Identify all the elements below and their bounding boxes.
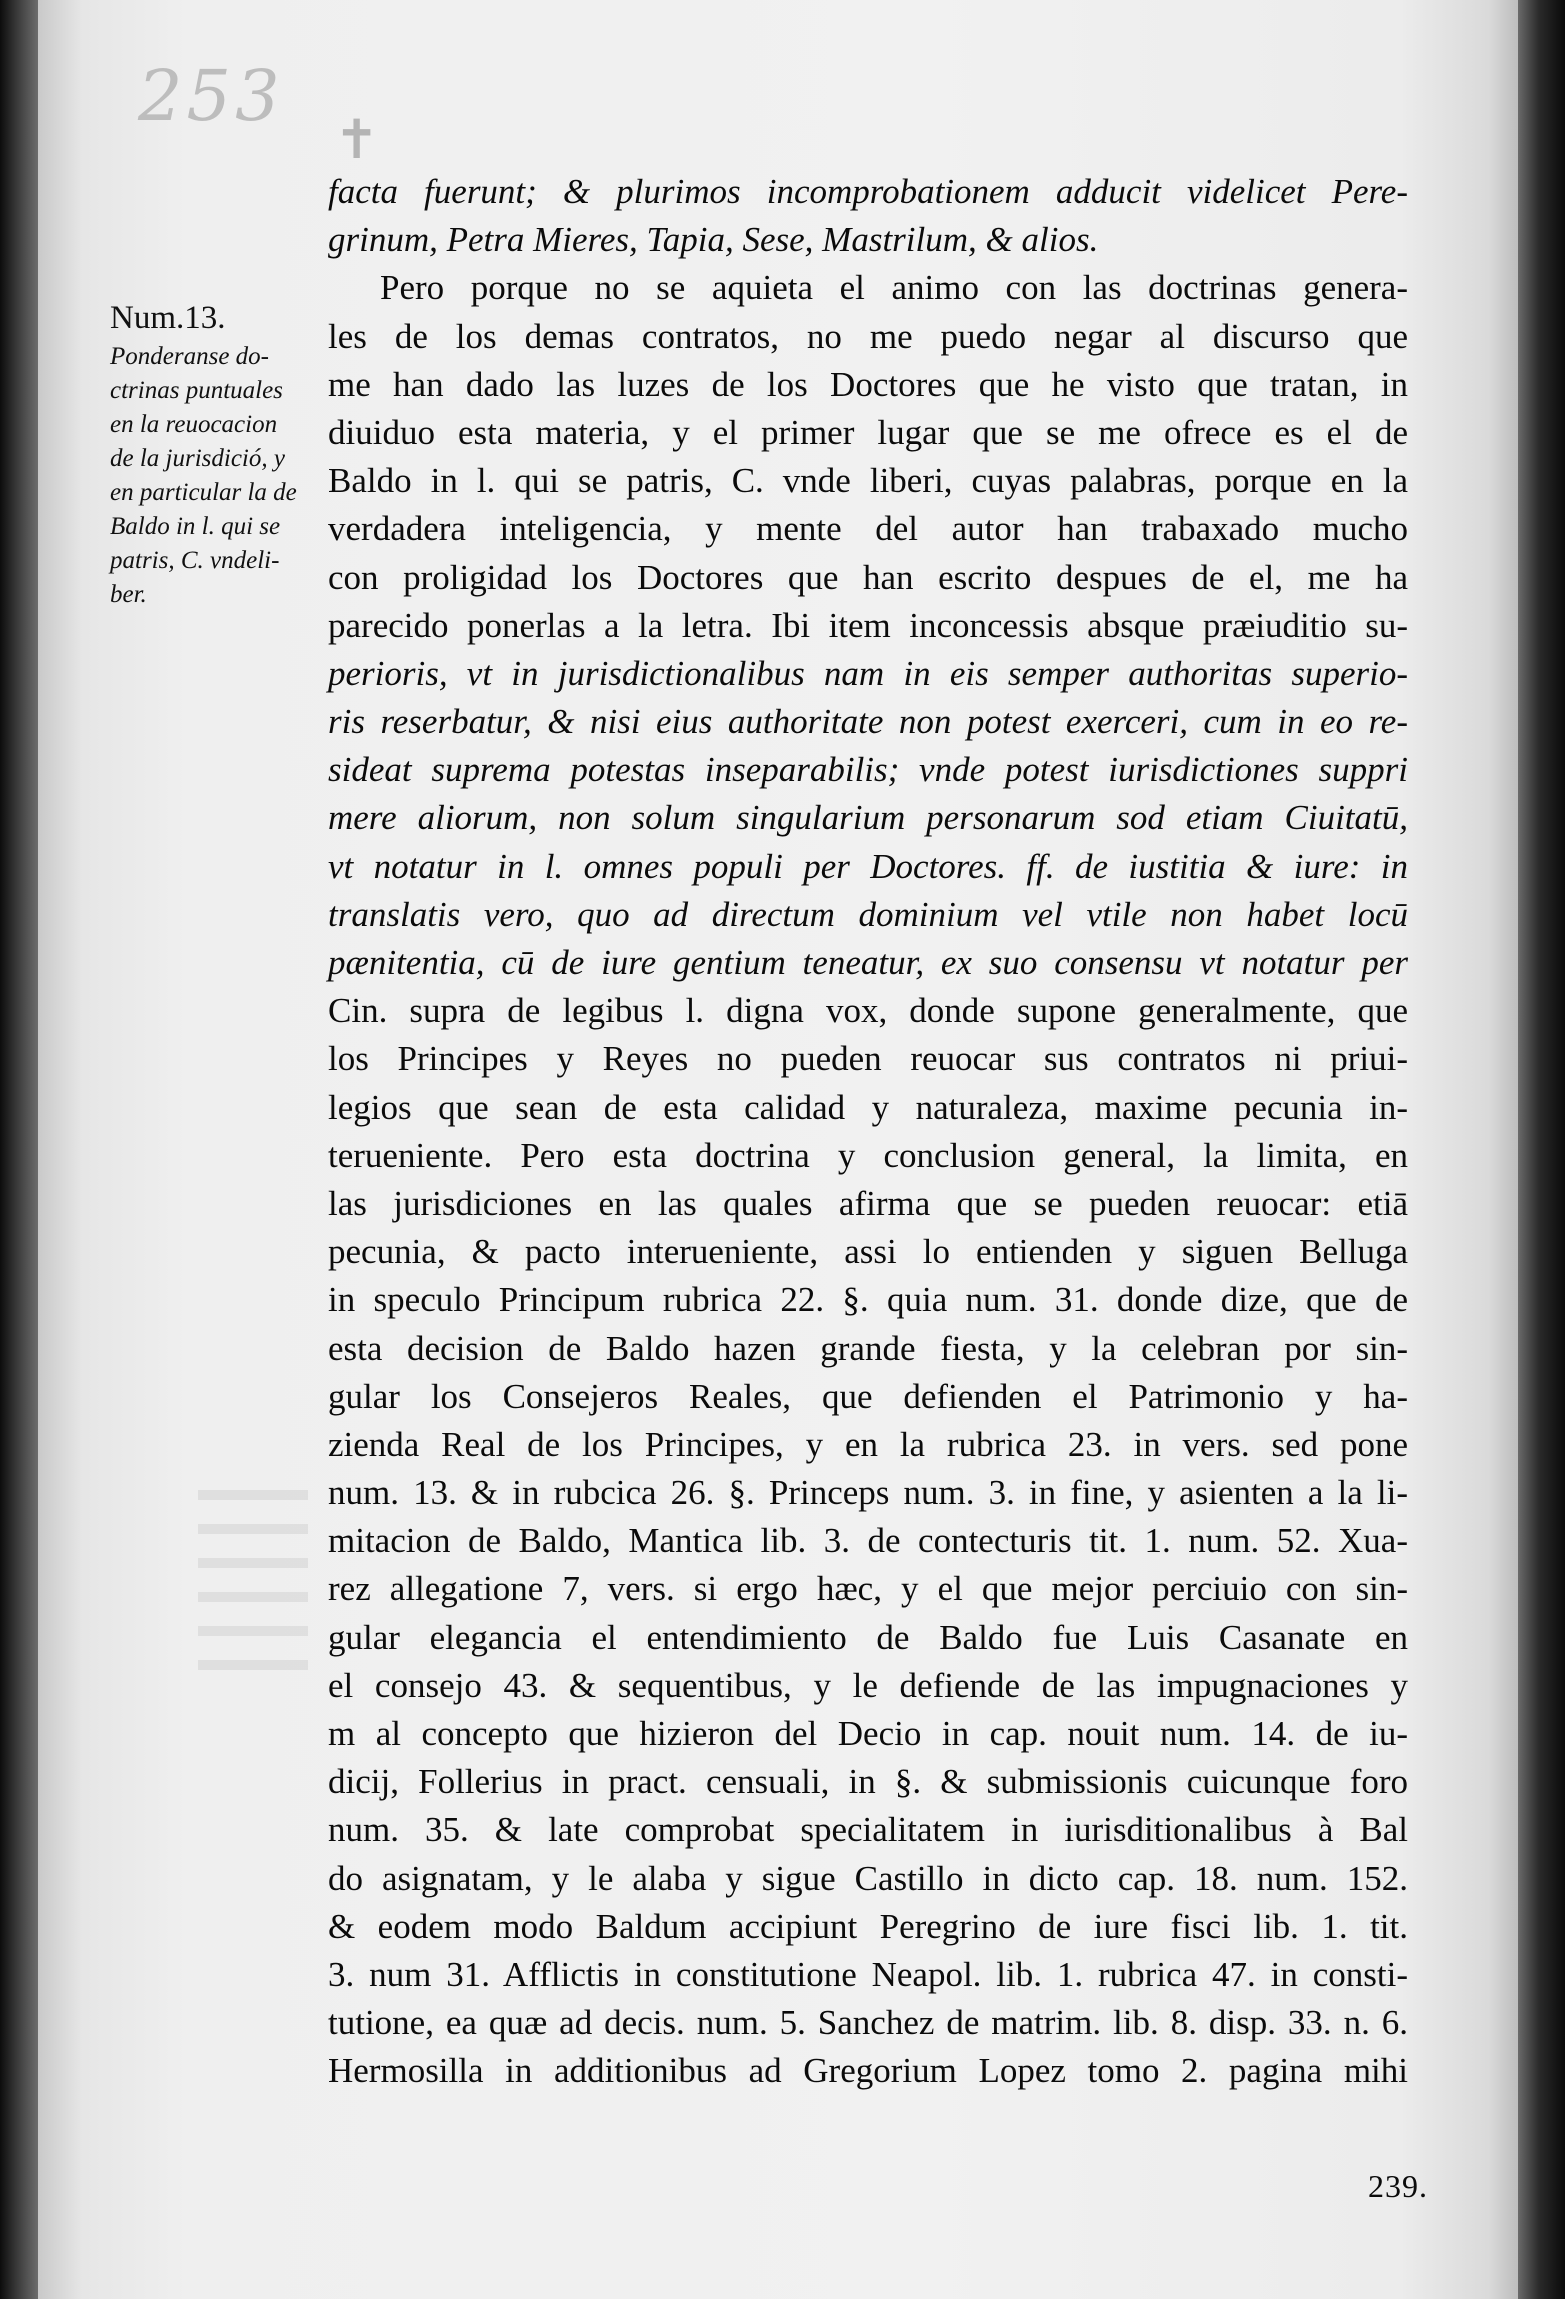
body-line: translatis vero, quo ad directum dominium vel vtile non habet locū	[328, 894, 1408, 934]
body-line: vt notatur in l. omnes populi per Doctores. ff. de iustitia & iure: in	[328, 846, 1408, 886]
body-line: Baldo in l. qui se patris, C. vnde liberi, cuyas palabras, porque en la	[328, 461, 1408, 501]
body-line: me han dado las luzes de los Doctores que he visto que tratan, in	[328, 364, 1408, 404]
body-line: el consejo 43. & sequentibus, y le defiende de las impugnaciones y	[328, 1665, 1408, 1705]
body-line: Pero porque no se aquieta el animo con las doctrinas genera-	[380, 268, 1408, 308]
body-line: grinum, Petra Mieres, Tapia, Sese, Mastrilum, & alios.	[328, 220, 1099, 260]
margin-note-line: en particular la de	[110, 479, 297, 506]
body-line: verdadera inteligencia, y mente del autor han trabaxado mucho	[328, 509, 1408, 549]
bleed-through-margin-note	[198, 1490, 308, 1690]
body-line: m al concepto que hizieron del Decio in cap. nouit num. 14. de iu-	[328, 1714, 1408, 1753]
body-line: Hermosilla in additionibus ad Gregorium Lopez tomo 2. pagina mihi	[328, 2051, 1408, 2091]
margin-note	[110, 300, 340, 612]
body-line: gular elegancia el entendimiento de Baldo fue Luis Casanate en	[328, 1617, 1408, 1657]
body-line: tutione, ea quæ ad decis. num. 5. Sanchez de matrim. lib. 8. disp. 33. n. 6.	[328, 2003, 1408, 2043]
body-line: pænitentia, cū de iure gentium teneatur, ex suo consensu vt notatur per	[328, 943, 1408, 982]
body-line: mitacion de Baldo, Mantica lib. 3. de contecturis tit. 1. num. 52. Xua-	[328, 1521, 1408, 1561]
body-line: in speculo Principum rubrica 22. §. quia num. 31. donde dize, que de	[328, 1280, 1408, 1320]
bleed-through-cross-mark: ✝	[334, 108, 380, 171]
body-line: los Principes y Reyes no pueden reuocar sus contratos ni priui-	[328, 1039, 1408, 1079]
margin-note-line: Ponderanse do-	[110, 343, 269, 370]
body-line: mere aliorum, non solum singularium personarum sod etiam Ciuitatū,	[328, 798, 1408, 838]
body-text	[328, 168, 1408, 2096]
body-line: esta decision de Baldo hazen grande fiesta, y la celebran por sin-	[328, 1328, 1408, 1368]
body-line: zienda Real de los Principes, y en la rubrica 23. in vers. sed pone	[328, 1424, 1408, 1464]
body-line: terueniente. Pero esta doctrina y conclusion general, la limita, en	[328, 1135, 1408, 1175]
binding-shadow-right	[1518, 0, 1565, 2299]
body-line: rez allegatione 7, vers. si ergo hæc, y el que mejor perciuio con sin-	[328, 1569, 1408, 1609]
body-line: num. 13. & in rubcica 26. §. Princeps num. 3. in fine, y asienten a la li-	[328, 1473, 1408, 1513]
margin-note-line: en la reuocacion	[110, 411, 278, 438]
body-line: ris reserbatur, & nisi eius authoritate non potest exerceri, cum in eo re-	[328, 702, 1408, 742]
body-line: & eodem modo Baldum accipiunt Peregrino de iure fisci lib. 1. tit.	[328, 1906, 1408, 1946]
margin-note-heading: Num.13.	[110, 300, 226, 336]
body-line: sideat suprema potestas inseparabilis; vnde potest iurisdictiones suppri	[328, 750, 1408, 790]
body-line: perioris, vt in jurisdictionalibus nam in eis semper authoritas superio-	[328, 653, 1408, 693]
margin-note-line: ctrinas puntuales	[110, 377, 283, 404]
body-line: do asignatam, y le alaba y sigue Castillo in dicto cap. 18. num. 152.	[328, 1858, 1408, 1898]
body-line: dicij, Follerius in pract. censuali, in §. & submissionis cuicunque foro	[328, 1762, 1408, 1802]
margin-note-line: Baldo in l. qui se	[110, 513, 281, 540]
body-line: pecunia, & pacto interueniente, assi lo entienden y siguen Belluga	[328, 1232, 1408, 1272]
body-line: las jurisdiciones en las quales afirma que se pueden reuocar: etiā	[328, 1183, 1408, 1223]
body-line: 3. num 31. Afflictis in constitutione Neapol. lib. 1. rubrica 47. in consti-	[328, 1954, 1408, 1994]
body-line: Cin. supra de legibus l. digna vox, donde supone generalmente, que	[328, 991, 1408, 1031]
body-line: gular los Consejeros Reales, que defienden el Patrimonio y ha-	[328, 1376, 1408, 1416]
page-number: 239.	[1368, 2168, 1428, 2204]
margin-note-line: de la jurisdició, y	[110, 445, 285, 472]
body-line: con proligidad los Doctores que han escrito despues de el, me ha	[328, 557, 1408, 597]
body-line: parecido ponerlas a la letra. Ibi item inconcessis absque præiuditio su-	[328, 605, 1408, 645]
page	[38, 0, 1518, 2299]
body-line: num. 35. & late comprobat specialitatem in iurisditionalibus à Bal	[328, 1810, 1408, 1850]
binding-shadow-left	[0, 0, 38, 2299]
body-line: facta fuerunt; & plurimos incomprobationem adducit videlicet Pere-	[328, 172, 1408, 211]
body-line: les de los demas contratos, no me puedo negar al discurso que	[328, 316, 1408, 356]
margin-note-line: patris, C. vndeli-	[110, 547, 280, 574]
body-line: legios que sean de esta calidad y naturaleza, maxime pecunia in-	[328, 1087, 1408, 1127]
margin-note-line: ber.	[110, 581, 147, 608]
bleed-through-page-number: 253	[138, 55, 284, 137]
body-line: diuiduo esta materia, y el primer lugar que se me ofrece es el de	[328, 412, 1408, 452]
